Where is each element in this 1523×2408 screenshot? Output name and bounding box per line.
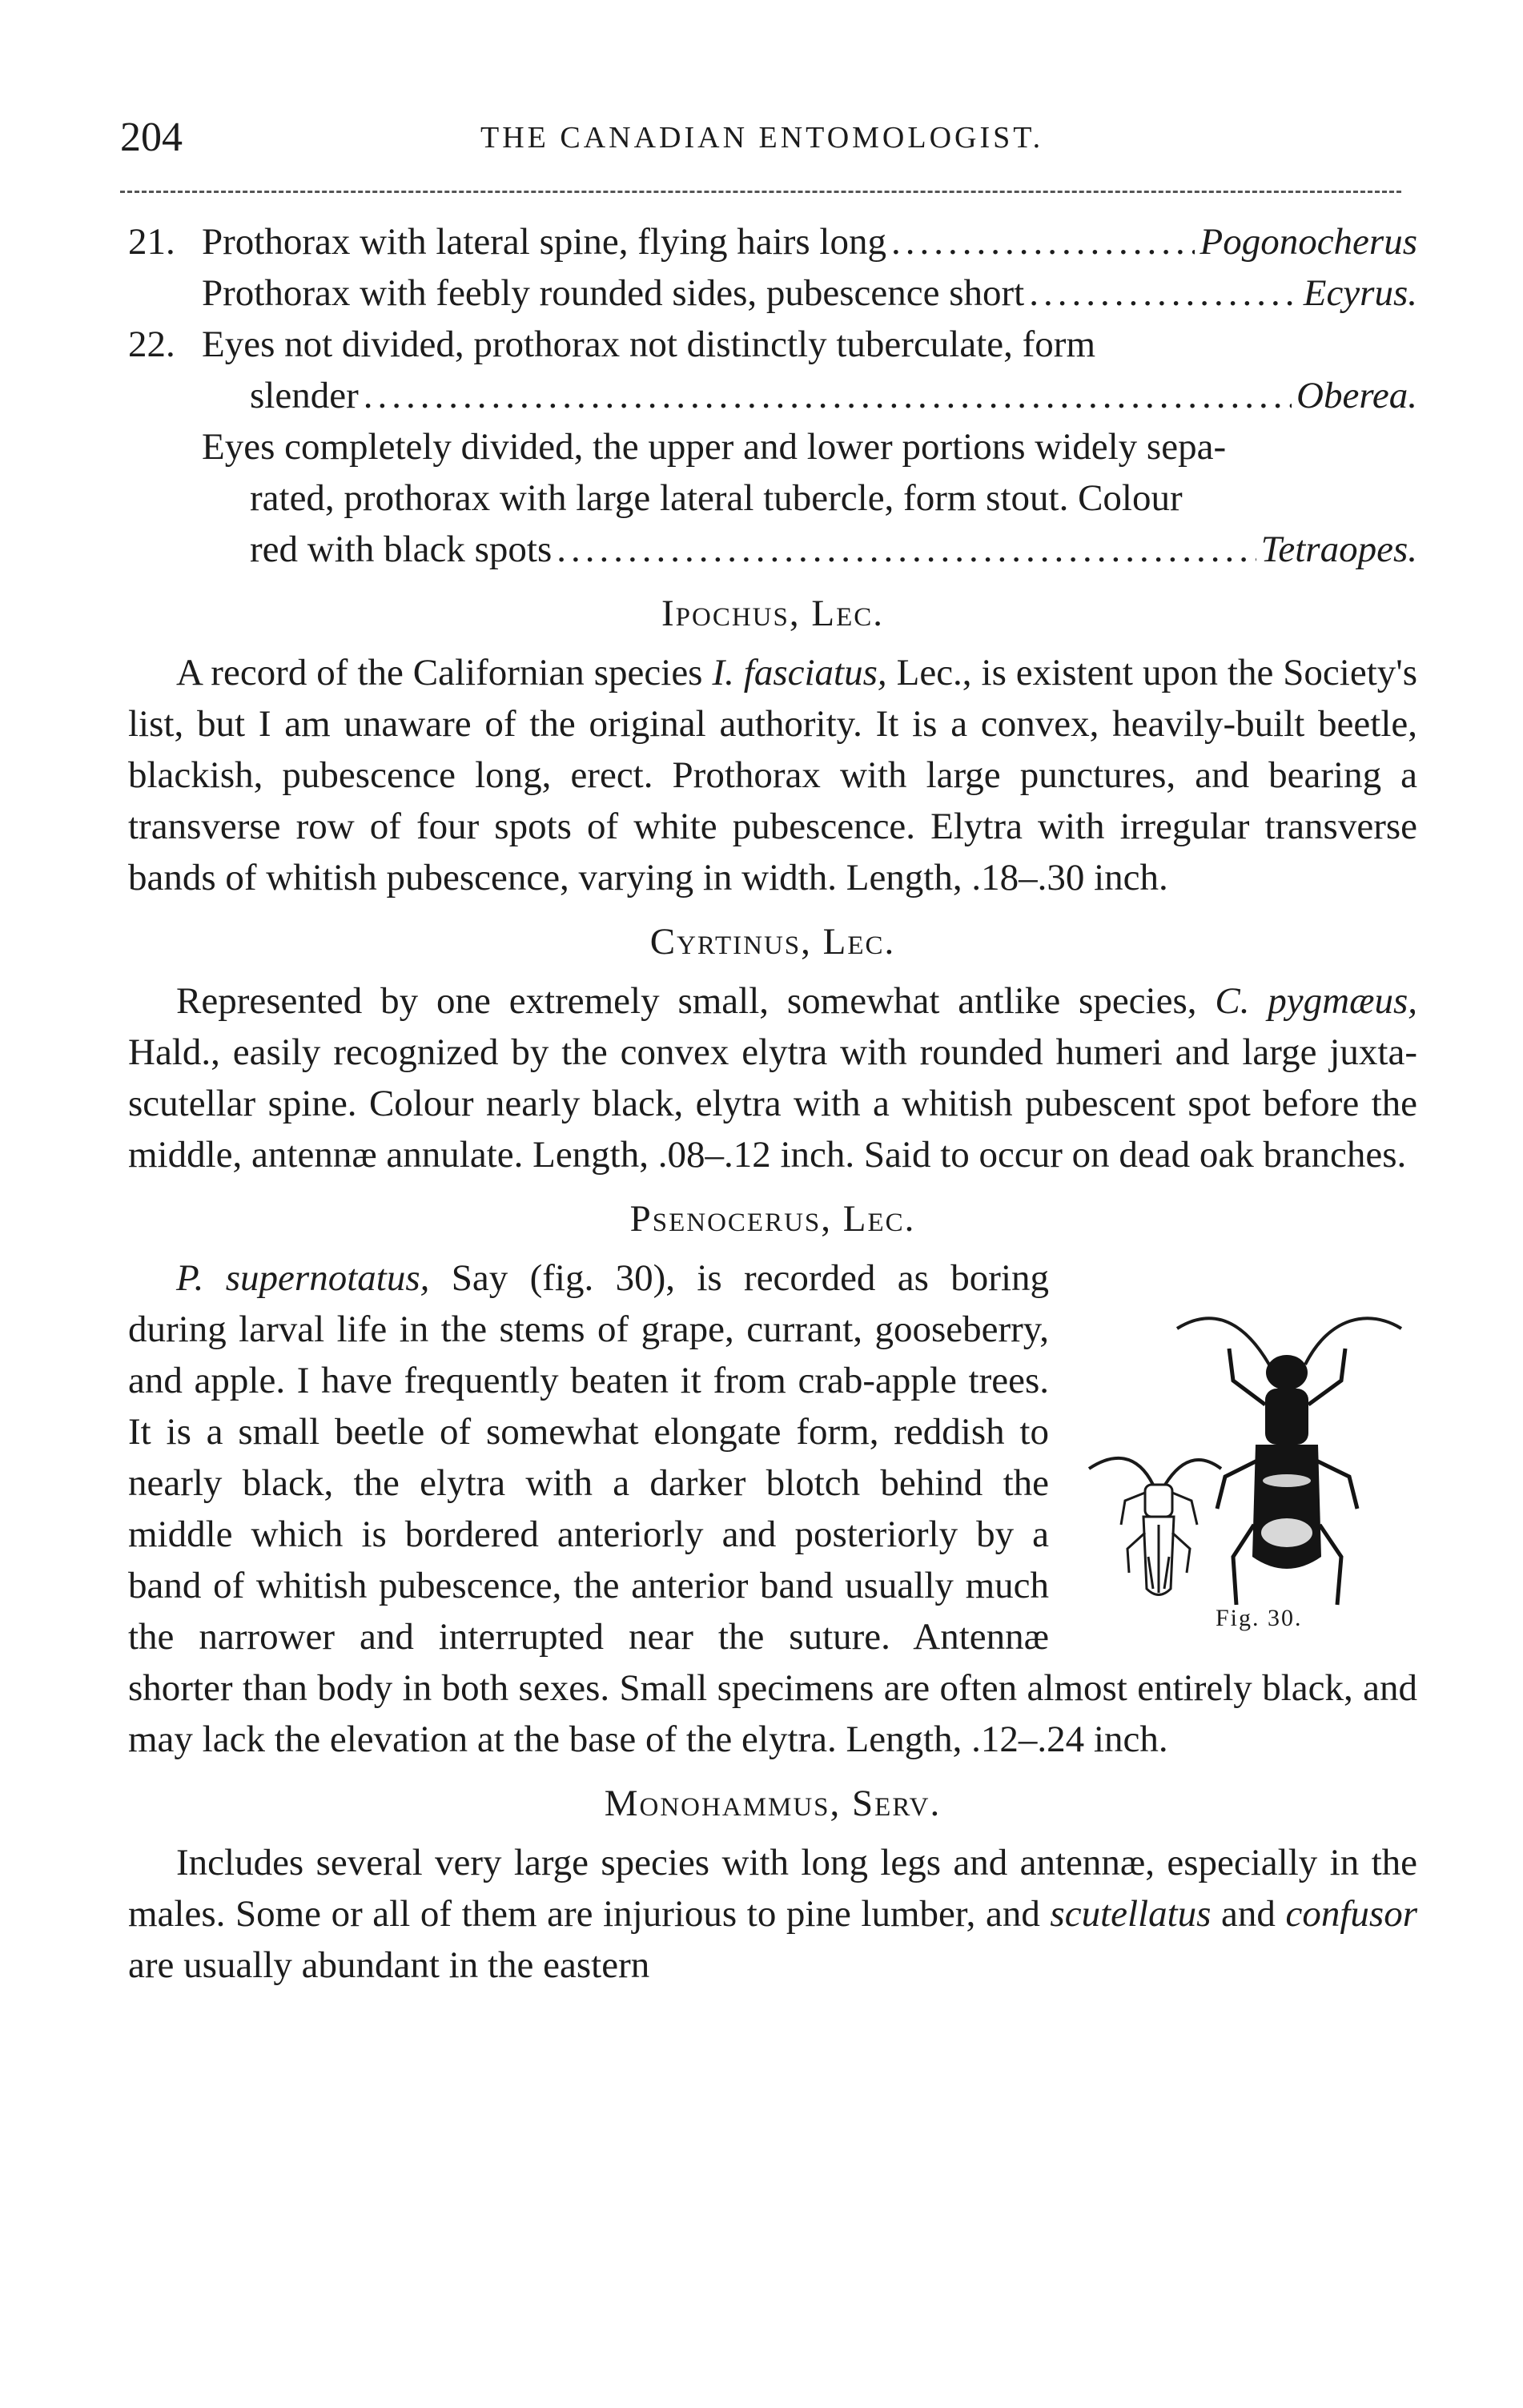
key-entry [128,319,1417,421]
key-number: 22. [128,324,175,365]
page-number: 204 [120,115,183,160]
italic-run: P. supernotatus, [176,1257,430,1299]
key-genus: Ecyrus. [1303,272,1417,314]
figure-30 [1065,1252,1417,1653]
text-run: Hald., easily recognized by the convex elytra with rounded humeri and large juxta-scutellar spine. Colour nearly black, elytra with a whitish pubescent spot before the middle, antennæ annulate. Length, .08–.12 inch. Said to occur on dead oak branches. [128,1031,1417,1176]
genus-paragraph [128,975,1417,1180]
leader-dots [557,524,1256,575]
italic-run: C. pygmæus, [1215,980,1417,1022]
genus-paragraph [128,1252,1417,1765]
genus-heading-monohammus: Monohammus, Serv. [604,1783,942,1824]
running-title: THE CANADIAN ENTOMOLOGIST. [480,121,1044,155]
leader-dots [364,370,1292,421]
text-run: and [1211,1893,1286,1935]
genus-heading-ipochus: Ipochus, Lec. [661,593,884,634]
key-genus: Pogonocherus [1200,221,1417,263]
genus-paragraph [128,647,1417,903]
key-text-continued: slender [250,375,359,416]
key-text-continued: red with black spots [250,529,553,570]
leader-dots [1029,267,1299,319]
genus-paragraph [128,1837,1417,1991]
key-entry [128,216,1417,267]
key-text: Prothorax with lateral spine, flying hairs long [202,221,886,263]
key-genus: Oberea. [1296,375,1417,416]
text-run: A record of the Californian species [176,652,713,693]
figure-caption: Fig. 30. [1216,1605,1303,1631]
key-number: 21. [128,221,175,263]
text-run: Say (fig. 30), is recorded as boring during larval life in the stems of grape, currant, gooseberry, and apple. I have frequently beaten it from crab-apple trees. It is a small beetle of somewhat elongate form, reddish to nearly black, the elytra with a darker blotch behind the middle which is bordered anteriorly and posteriorly by a band of whitish pubescence, the anterior band usually much the narrower and interrupted near the suture. Antennæ shorter than body in both sexes. Small specimens are often almost entirely black, and may lack the elevation at the base of the elytra. Length, .12–.24 inch. [128,1257,1417,1760]
genus-heading-cyrtinus: Cyrtinus, Lec. [649,921,896,963]
text-run: are usually abundant in the eastern [128,1944,650,1986]
key-text-continued: rated, prothorax with large lateral tubercle, form stout. Colour [250,477,1183,519]
key-entry [128,267,1417,319]
text-run: Represented by one extremely small, somewhat antlike species, [176,980,1216,1022]
italic-run: I. fasciatus, [712,652,887,693]
header-rule [120,191,1401,193]
page-body [128,216,1417,1991]
page-header [120,114,1417,178]
key-text: Eyes not divided, prothorax not distinctly tuberculate, form [202,324,1095,365]
key-text: Prothorax with feebly rounded sides, pubescence short [202,272,1025,314]
text-run: Lec., is existent upon the Society's list, but I am unaware of the original authority. It is a convex, heavily-built beetle, blackish, pubescence long, erect. Prothorax with large punctures, and bearing a transverse row of four spots of white pubescence. Elytra with irregular transverse bands of whitish pubescence, varying in width. Length, .18–.30 inch. [128,652,1418,898]
key-text: Eyes completely divided, the upper and lower portions widely sepa- [202,426,1227,468]
italic-run: scutellatus [1050,1893,1212,1935]
italic-run: confusor [1285,1893,1417,1935]
key-genus: Tetraopes. [1260,529,1417,570]
key-entry [128,421,1417,575]
leader-dots [891,216,1195,267]
genus-heading-psenocerus: Psenocerus, Lec. [629,1198,916,1240]
text-run: Includes several very large species with long legs and antennæ, especially in the males. Some or all of them are injurious to pine lumber, and [128,1842,1417,1935]
